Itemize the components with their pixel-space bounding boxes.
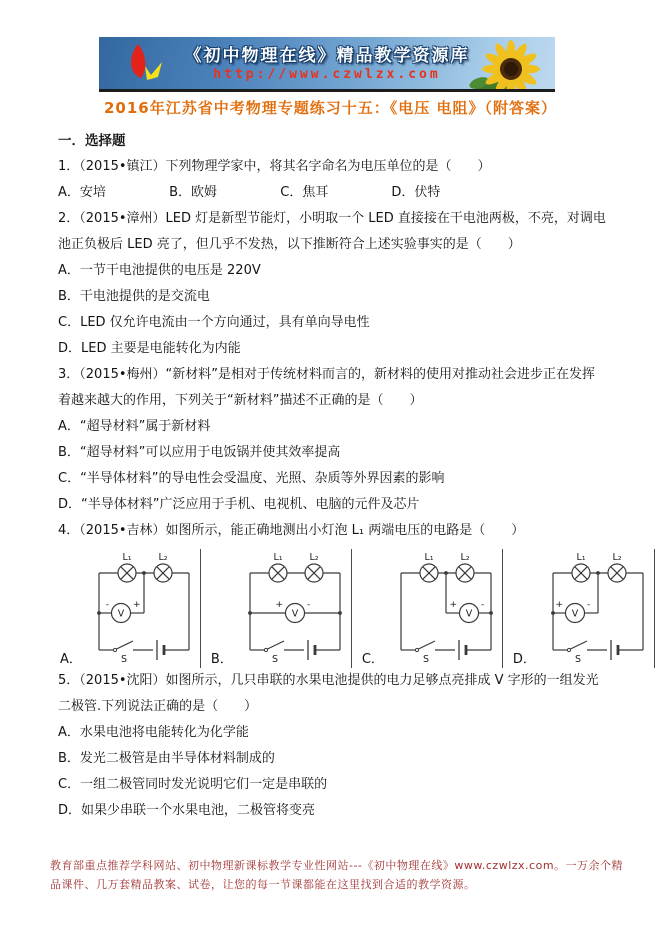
option-3c: C．“半导体材料”的导电性会受温度、光照、杂质等外界因素的影响 — [58, 471, 445, 486]
svg-text:S: S — [574, 654, 581, 665]
svg-text:V: V — [117, 608, 125, 620]
circuit-diagram-d — [541, 549, 655, 668]
circuit-option-b — [211, 549, 352, 668]
option-3d: D．“半导体材料”广泛应用于手机、电视机、电脑的元件及芯片 — [58, 497, 420, 512]
svg-text:L₁: L₁ — [576, 552, 586, 563]
option-5a: A．水果电池将电能转化为化学能 — [58, 725, 249, 740]
footer-text: 教育部重点推荐学科网站、初中物理新课标教学专业性网站---《初中物理在线》www.czwlzx.com。一万余个精品课件、几万套精品教案、试卷，让您的每一节课都能在这里找到合适的教学资源。 — [50, 859, 624, 891]
option-5c: C．一组二极管同时发光说明它们一定是串联的 — [58, 777, 328, 792]
circuit-diagram-b — [238, 549, 352, 668]
option-2a: A．一节干电池提供的电压是 220V — [58, 263, 261, 278]
option-1d: D．伏特 — [391, 185, 441, 200]
svg-text:L₂: L₂ — [158, 552, 168, 563]
svg-text:-: - — [586, 600, 591, 610]
document-title: 2016年江苏省中考物理专题练习十五：《电压 电阻》（附答案） — [104, 99, 557, 117]
svg-text:L₁: L₁ — [273, 552, 283, 563]
option-3a: A．“超导材料”属于新材料 — [58, 419, 211, 434]
svg-text:L₁: L₁ — [122, 552, 132, 563]
section-heading: 一．选择题 — [58, 133, 126, 149]
svg-text:S: S — [271, 654, 278, 665]
option-3b: B．“超导材料”可以应用于电饭锅并使其效率提高 — [58, 445, 341, 460]
sunflower-image — [453, 39, 549, 92]
svg-text:+: + — [132, 600, 141, 610]
circuit-diagram-a — [87, 549, 201, 668]
circuit-diagram-c — [389, 549, 503, 668]
circuit-option-c — [362, 549, 503, 668]
svg-text:V: V — [465, 608, 473, 620]
option-2b: B．干电池提供的是交流电 — [58, 289, 210, 304]
svg-text:S: S — [422, 654, 429, 665]
svg-text:L₂: L₂ — [309, 552, 319, 563]
svg-text:L₁: L₁ — [424, 552, 434, 563]
option-1b: B．欧姆 — [169, 185, 218, 200]
option-5b: B．发光二极管是由半导体材料制成的 — [58, 751, 275, 766]
document-body — [58, 128, 622, 824]
option-2c: C．LED 仅允许电流由一个方向通过，具有单向导电性 — [58, 315, 370, 330]
site-banner — [99, 37, 555, 92]
option-1a: A．安培 — [58, 185, 106, 200]
circuit-option-a — [60, 549, 201, 668]
svg-text:-: - — [480, 600, 485, 610]
svg-text:+: + — [555, 600, 563, 610]
question-4-text: 4．（2015•吉林）如图所示，能正确地测出小灯泡 L₁ 两端电压的电路是（ ） — [58, 523, 525, 538]
question-3-text: 3．（2015•梅州）“新材料”是相对于传统材料而言的，新材料的使用对推动社会进步正在发挥着越来越大的作用，下列关于“新材料”描述不正确的是（ ） — [58, 367, 595, 408]
svg-text:+: + — [275, 600, 283, 610]
svg-text:+: + — [449, 600, 457, 610]
question-1-options — [58, 180, 606, 206]
svg-text:V: V — [571, 608, 579, 620]
svg-text:S: S — [120, 654, 127, 665]
svg-text:-: - — [306, 600, 311, 610]
circuit-label-d: D． — [512, 652, 536, 667]
circuit-label-a: A． — [60, 652, 82, 667]
svg-text:V: V — [291, 608, 299, 620]
circuit-option-d — [513, 549, 655, 668]
banner-url-link[interactable]: http://www.czwlzx.com — [213, 67, 441, 82]
circuit-label-b: B． — [210, 652, 233, 667]
circuit-label-c: C． — [361, 652, 384, 667]
banner-title: 《初中物理在线》精品教学资源库 — [184, 46, 470, 66]
question-4-figure — [60, 546, 622, 668]
option-5d: D．如果少串联一个水果电池，二极管将变亮 — [58, 803, 316, 818]
svg-text:L₂: L₂ — [612, 552, 622, 563]
question-5-text: 5．（2015•沈阳）如图所示，几只串联的水果电池提供的电力足够点亮排成 V 字形的一组发光二极管.下列说法正确的是（ ） — [58, 673, 599, 714]
option-1c: C．焦耳 — [280, 185, 329, 200]
svg-text:-: - — [105, 600, 109, 610]
svg-text:L₂: L₂ — [460, 552, 470, 563]
option-2d: D．LED 主要是电能转化为内能 — [58, 341, 241, 356]
question-2-text: 2．（2015•漳州）LED 灯是新型节能灯，小明取一个 LED 直接接在干电池两极，不亮，对调电池正负极后 LED 亮了，但几乎不发热，以下推断符合上述实验事实的是（ ） — [58, 211, 606, 252]
question-1-text: 1．（2015•镇江）下列物理学家中，将其名字命名为电压单位的是（ ） — [58, 159, 491, 174]
